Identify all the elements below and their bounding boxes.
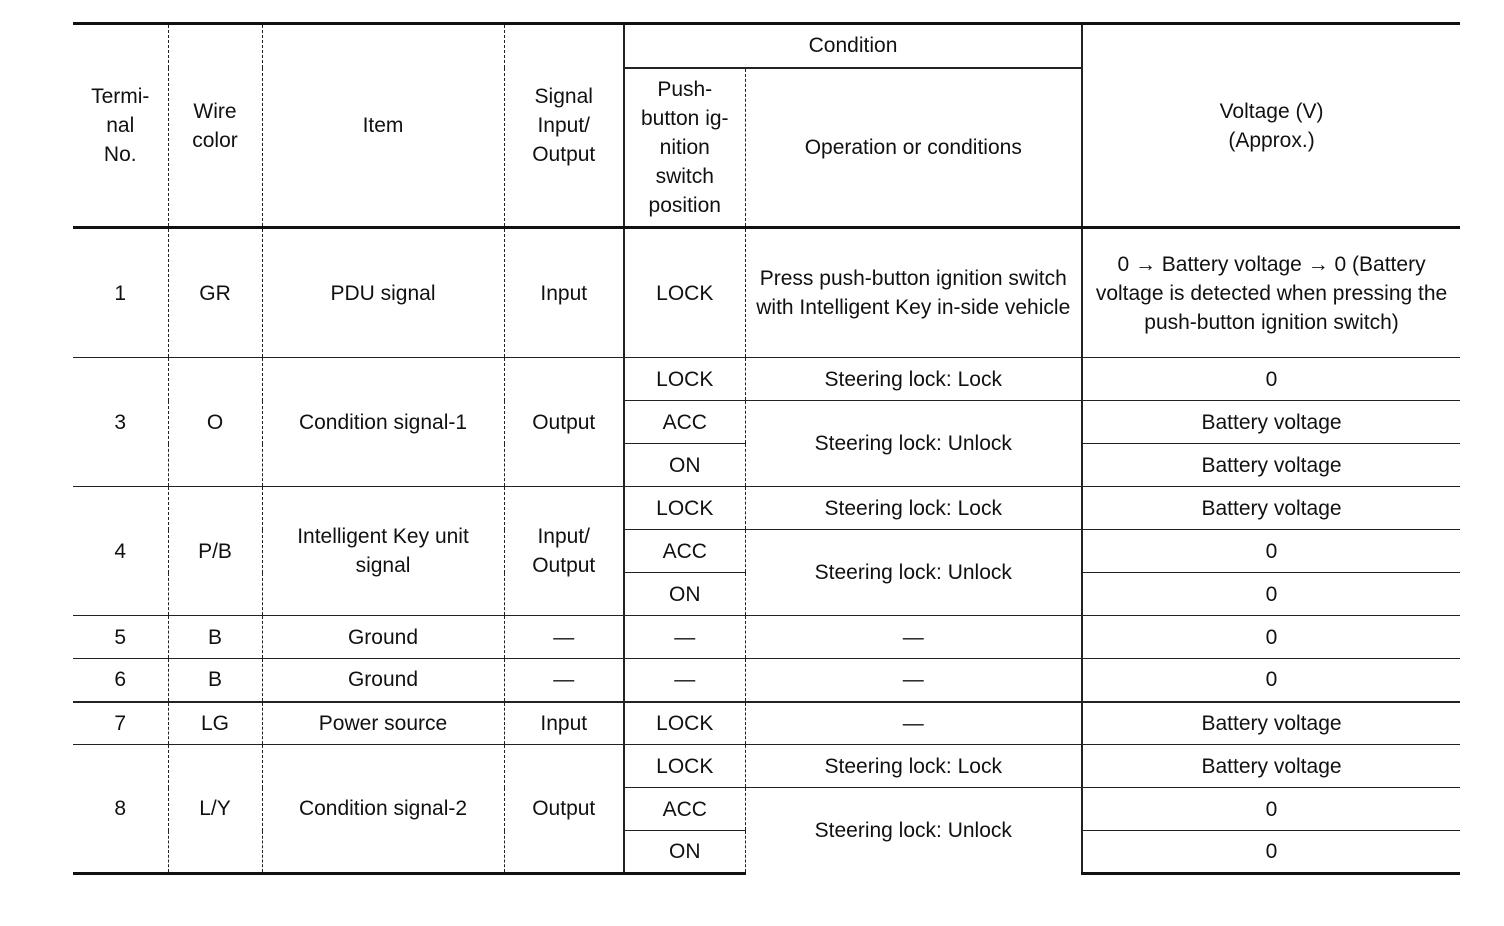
operation-conditions-cell: Press push-button ignition switch with Intelligent Key in-side vehicle	[745, 228, 1082, 358]
header-wire-color: Wire color	[168, 24, 262, 228]
header-voltage: Voltage (V) (Approx.)	[1082, 24, 1460, 228]
voltage-cell: Battery voltage	[1082, 702, 1460, 745]
switch-position-cell: ACC	[624, 788, 745, 831]
table-body	[73, 228, 1460, 874]
operation-conditions-cell: Steering lock: Unlock	[745, 530, 1082, 616]
operation-conditions-cell: Steering lock: Unlock	[745, 401, 1082, 487]
voltage-cell: 0	[1082, 831, 1460, 874]
operation-conditions-cell: —	[745, 702, 1082, 745]
signal-io-cell: Output	[504, 745, 624, 874]
voltage-cell: 0	[1082, 616, 1460, 659]
wire-color-cell: B	[168, 659, 262, 702]
terminal-no-cell: 7	[73, 702, 168, 745]
wire-color-cell: P/B	[168, 487, 262, 616]
voltage-cell: 0	[1082, 788, 1460, 831]
terminal-spec-table	[73, 22, 1460, 875]
table-row	[73, 745, 1460, 788]
switch-position-cell: LOCK	[624, 702, 745, 745]
item-cell: Ground	[262, 659, 504, 702]
voltage-cell: Battery voltage	[1082, 745, 1460, 788]
terminal-no-cell: 5	[73, 616, 168, 659]
header-operation-conditions: Operation or conditions	[745, 68, 1082, 228]
wire-color-cell: B	[168, 616, 262, 659]
item-cell: Power source	[262, 702, 504, 745]
signal-io-cell: Input	[504, 228, 624, 358]
operation-conditions-cell: —	[745, 659, 1082, 702]
voltage-cell: 0	[1082, 358, 1460, 401]
header-item: Item	[262, 24, 504, 228]
switch-position-cell: LOCK	[624, 358, 745, 401]
signal-io-cell: —	[504, 616, 624, 659]
item-cell: PDU signal	[262, 228, 504, 358]
wire-color-cell: O	[168, 358, 262, 487]
wire-color-cell: LG	[168, 702, 262, 745]
voltage-cell: 0 → Battery voltage → 0 (Battery voltage is detected when pressing the push-button ignition switch)	[1082, 228, 1460, 358]
item-cell: Condition signal-2	[262, 745, 504, 874]
switch-position-cell: ACC	[624, 401, 745, 444]
switch-position-cell: LOCK	[624, 487, 745, 530]
header-terminal-no: Termi- nal No.	[91, 85, 150, 166]
terminal-no-cell: 3	[73, 358, 168, 487]
switch-position-cell: ON	[624, 444, 745, 487]
header-switch-position: Push- button ig- nition switch position	[624, 68, 745, 228]
switch-position-cell: —	[624, 659, 745, 702]
switch-position-cell: ACC	[624, 530, 745, 573]
voltage-cell: Battery voltage	[1082, 401, 1460, 444]
wire-color-cell: L/Y	[168, 745, 262, 874]
switch-position-cell: LOCK	[624, 228, 745, 358]
signal-io-cell: —	[504, 659, 624, 702]
header-condition: Condition	[624, 24, 1082, 68]
signal-io-cell: Input/ Output	[504, 487, 624, 616]
voltage-cell: 0	[1082, 530, 1460, 573]
operation-conditions-cell: Steering lock: Unlock	[745, 788, 1082, 874]
operation-conditions-cell: Steering lock: Lock	[745, 358, 1082, 401]
switch-position-cell: LOCK	[624, 745, 745, 788]
item-cell: Condition signal-1	[262, 358, 504, 487]
operation-conditions-cell: —	[745, 616, 1082, 659]
table-row	[73, 487, 1460, 530]
table-row	[73, 616, 1460, 659]
operation-conditions-cell: Steering lock: Lock	[745, 487, 1082, 530]
switch-position-cell: ON	[624, 573, 745, 616]
terminal-no-cell: 1	[73, 228, 168, 358]
voltage-cell: Battery voltage	[1082, 444, 1460, 487]
signal-io-cell: Input	[504, 702, 624, 745]
voltage-cell: 0	[1082, 659, 1460, 702]
signal-io-cell: Output	[504, 358, 624, 487]
operation-conditions-cell: Steering lock: Lock	[745, 745, 1082, 788]
terminal-no-cell: 6	[73, 659, 168, 702]
header-signal-io: Signal Input/ Output	[504, 24, 624, 228]
table-row	[73, 702, 1460, 745]
table-row	[73, 228, 1460, 358]
table-row	[73, 358, 1460, 401]
voltage-cell: Battery voltage	[1082, 487, 1460, 530]
item-cell: Intelligent Key unit signal	[262, 487, 504, 616]
table-row	[73, 659, 1460, 702]
terminal-no-cell: 4	[73, 487, 168, 616]
terminal-no-cell: 8	[73, 745, 168, 874]
item-cell: Ground	[262, 616, 504, 659]
wire-color-cell: GR	[168, 228, 262, 358]
switch-position-cell: ON	[624, 831, 745, 874]
switch-position-cell: —	[624, 616, 745, 659]
voltage-cell: 0	[1082, 573, 1460, 616]
